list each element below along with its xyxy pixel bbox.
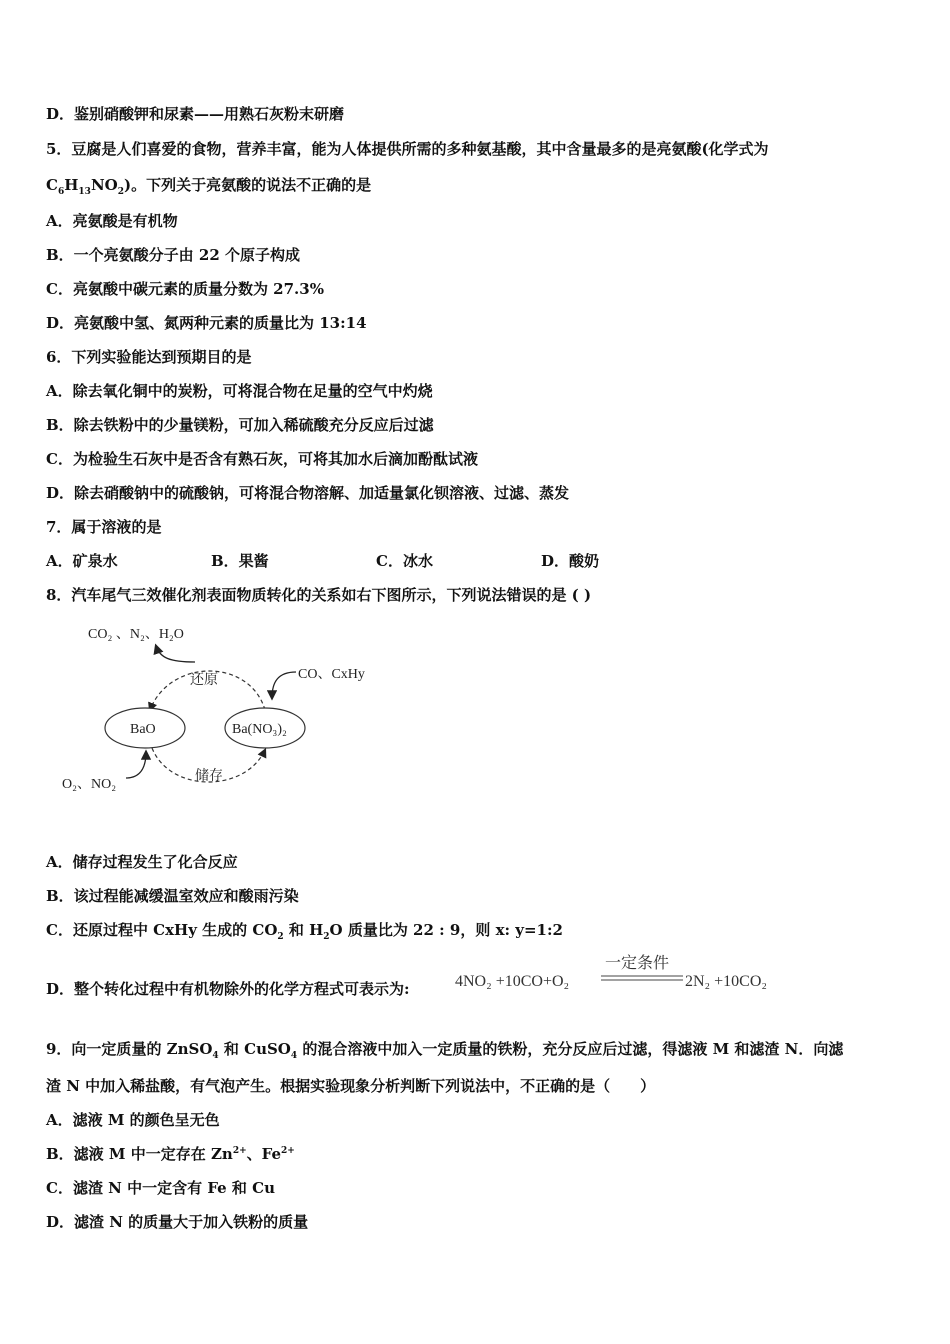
q5-stem-rest: )。下列关于亮氨酸的说法不正确的是 [123, 176, 372, 194]
reactants-bottom-label: O₂、NO₂ [62, 777, 117, 792]
q8-option-d: D．整个转化过程中有机物除外的化学方程式可表示为: [46, 980, 410, 998]
equation-right: 2N₂ +10CO₂ [685, 973, 767, 990]
q5-stem-line2 [46, 174, 371, 197]
products-label: CO₂ 、N₂、H₂O [88, 627, 184, 642]
q9-sub-znso4: 4 [212, 1051, 219, 1061]
formula-c-sub: 6 [57, 187, 65, 197]
equation-left: 4NO₂ +10CO+O₂ [455, 973, 570, 990]
q7-option-b: B．果酱 [211, 552, 269, 570]
q9-option-b [46, 1143, 295, 1164]
storage-label: 储存 [195, 769, 223, 784]
q9-sup-fe: 2+ [281, 1146, 295, 1156]
q8-option-c [46, 919, 563, 942]
q7-stem: 7．属于溶液的是 [46, 518, 162, 536]
q6-option-c: C．为检验生石灰中是否含有熟石灰，可将其加水后滴加酚酞试液 [46, 450, 478, 468]
q8-c-sub-h2o: 2 [323, 932, 330, 942]
q5-option-c: C．亮氨酸中碳元素的质量分数为 27.3% [46, 280, 324, 298]
q9-sub-cuso4: 4 [290, 1051, 298, 1061]
reduction-label: 还原 [190, 673, 218, 688]
reactants-bottom-arrow [126, 752, 146, 778]
q4-option-d: D．鉴别硝酸钾和尿素——用熟石灰粉末研磨 [46, 105, 345, 123]
q8-c-mid: 和 H [283, 921, 324, 939]
products-arrow [156, 646, 195, 662]
q5-stem-line1: 5．豆腐是人们喜爱的食物，营养丰富，能为人体提供所需的多种氨基酸，其中含量最多的是亮氨酸(化学式为 [46, 140, 769, 158]
reactants-top-arrow [272, 672, 296, 698]
q8-stem: 8．汽车尾气三效催化剂表面物质转化的关系如右下图所示，下列说法错误的是 ( ) [46, 586, 592, 604]
q7-option-a: A．矿泉水 [46, 552, 118, 570]
q8-option-a: A．储存过程发生了化合反应 [46, 853, 238, 871]
q8-c-post: O 质量比为 22 : 9，则 x: y=1:2 [329, 921, 563, 939]
q9-stem-pre: 9．向一定质量的 ZnSO [46, 1040, 213, 1058]
q9-stem-line2: 渣 N 中加入稀盐酸，有气泡产生。根据实验现象分析判断下列说法中，不正确的是（ ） [46, 1077, 656, 1095]
q5-option-a: A．亮氨酸是有机物 [46, 212, 178, 230]
reactants-top-label: CO、CxHy [298, 667, 365, 682]
q7-option-d: D．酸奶 [541, 552, 600, 570]
q9-stem-line1 [46, 1038, 843, 1061]
q6-option-a: A．除去氧化铜中的炭粉，可将混合物在足量的空气中灼烧 [46, 382, 433, 400]
q9-stem-post: 的混合溶液中加入一定质量的铁粉，充分反应后过滤，得滤液 M 和滤渣 N．向滤 [297, 1040, 844, 1058]
q6-option-d: D．除去硝酸钠中的硫酸钠，可将混合物溶解、加适量氯化钡溶液、过滤、蒸发 [46, 484, 570, 502]
q5-option-d: D．亮氨酸中氢、氮两种元素的质量比为 13:14 [46, 314, 367, 332]
q9-option-c: C．滤渣 N 中一定含有 Fe 和 Cu [46, 1179, 275, 1197]
equation-condition: 一定条件 [605, 955, 670, 972]
formula-no: NO [90, 176, 118, 194]
q8-c-sub-co2: 2 [277, 932, 284, 942]
q5-option-b: B．一个亮氨酸分子由 22 个原子构成 [46, 246, 300, 264]
formula-no-sub: 2 [117, 187, 124, 197]
chemical-equation [455, 952, 795, 998]
q6-option-b: B．除去铁粉中的少量镁粉，可加入稀硫酸充分反应后过滤 [46, 416, 434, 434]
q8-option-b: B．该过程能减缓温室效应和酸雨污染 [46, 887, 299, 905]
q9-option-d: D．滤渣 N 的质量大于加入铁粉的质量 [46, 1213, 309, 1231]
formula-h: H [64, 176, 79, 194]
q9-stem-mid: 和 CuSO [218, 1040, 291, 1058]
q7-option-c: C．冰水 [376, 552, 433, 570]
q6-stem: 6．下列实验能达到预期目的是 [46, 348, 252, 366]
q8-c-pre: C．还原过程中 CxHy 生成的 CO [46, 921, 278, 939]
catalyst-cycle-diagram [60, 618, 400, 798]
formula-c: C [46, 176, 58, 194]
formula-h-sub: 13 [78, 187, 91, 197]
q9-option-a: A．滤液 M 的颜色呈无色 [46, 1111, 220, 1129]
q9-b-mid: 、Fe [246, 1145, 281, 1163]
q9-b-pre: B．滤液 M 中一定存在 Zn [46, 1145, 233, 1163]
q9-sup-zn: 2+ [232, 1146, 247, 1156]
bao-label: BaO [130, 722, 156, 737]
bano3-label: Ba(NO₃)₂ [232, 722, 287, 737]
